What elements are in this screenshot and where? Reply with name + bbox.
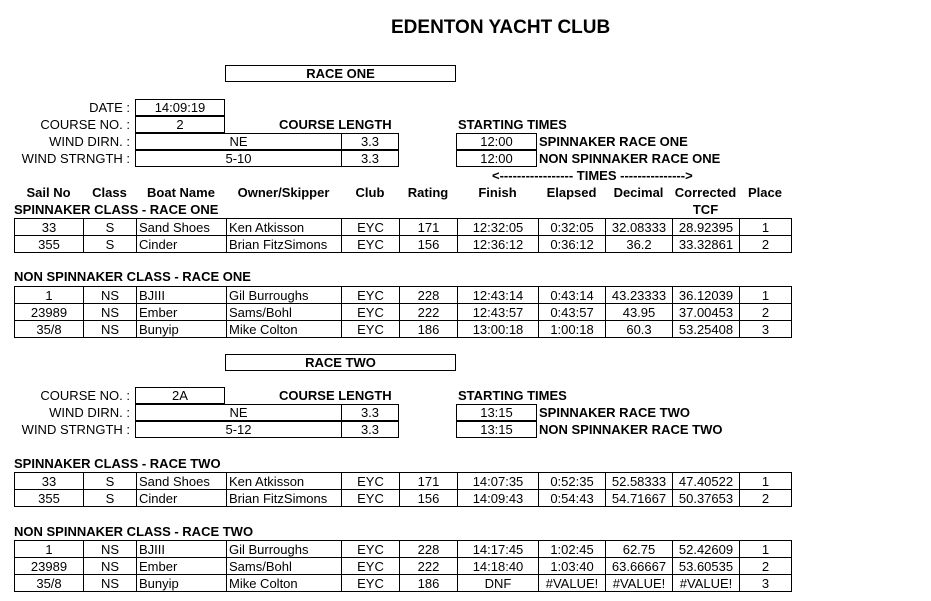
cell-boat-name: Bunyip bbox=[137, 321, 227, 338]
cell-rating: 171 bbox=[400, 473, 458, 490]
col-rating: Rating bbox=[407, 185, 449, 200]
race-one-nonspin-section: NON SPINNAKER CLASS - RACE ONE bbox=[14, 269, 251, 284]
date-label: DATE : bbox=[89, 100, 130, 115]
cell-club: EYC bbox=[342, 473, 400, 490]
col-owner: Owner/Skipper bbox=[237, 185, 330, 200]
r2-start-spin-label: SPINNAKER RACE TWO bbox=[539, 405, 690, 420]
cell-corrected: 52.42609 bbox=[673, 541, 740, 558]
cell-class: NS bbox=[84, 575, 137, 592]
cell-decimal: 63.66667 bbox=[606, 558, 673, 575]
col-club: Club bbox=[355, 185, 385, 200]
table-row bbox=[15, 541, 792, 558]
cell-boat-name: Ember bbox=[137, 304, 227, 321]
cell-decimal: 62.75 bbox=[606, 541, 673, 558]
cell-elapsed: 0:54:43 bbox=[539, 490, 606, 507]
col-place: Place bbox=[748, 185, 782, 200]
cell-club: EYC bbox=[342, 304, 400, 321]
table-row bbox=[15, 287, 792, 304]
cell-decimal: #VALUE! bbox=[606, 575, 673, 592]
cell-corrected: 33.32861 bbox=[673, 236, 740, 253]
wind-dirn-value: NE bbox=[135, 133, 342, 150]
cell-decimal: 43.23333 bbox=[606, 287, 673, 304]
table-row bbox=[15, 575, 792, 592]
cell-finish: 12:43:57 bbox=[458, 304, 539, 321]
cell-owner: Brian FitzSimons bbox=[227, 490, 342, 507]
race-two-nonspin-section: NON SPINNAKER CLASS - RACE TWO bbox=[14, 524, 254, 539]
cell-owner: Ken Atkisson bbox=[227, 473, 342, 490]
cell-finish: 14:07:35 bbox=[458, 473, 539, 490]
wind-dirn-length: 3.3 bbox=[341, 133, 399, 150]
cell-decimal: 60.3 bbox=[606, 321, 673, 338]
cell-boat-name: BJIII bbox=[137, 541, 227, 558]
cell-place: 1 bbox=[740, 541, 792, 558]
col-elapsed: Elapsed bbox=[546, 185, 597, 200]
wind-strength-value: 5-10 bbox=[135, 150, 342, 167]
cell-boat-name: Sand Shoes bbox=[137, 219, 227, 236]
cell-sail-no: 1 bbox=[15, 541, 84, 558]
cell-corrected: 50.37653 bbox=[673, 490, 740, 507]
cell-elapsed: 0:36:12 bbox=[539, 236, 606, 253]
col-decimal: Decimal bbox=[613, 185, 664, 200]
race-one-nonspin-table bbox=[14, 286, 792, 338]
r2-course-no-label: COURSE NO. : bbox=[40, 388, 130, 403]
cell-decimal: 52.58333 bbox=[606, 473, 673, 490]
cell-club: EYC bbox=[342, 287, 400, 304]
cell-club: EYC bbox=[342, 558, 400, 575]
cell-boat-name: Cinder bbox=[137, 490, 227, 507]
cell-corrected: 53.60535 bbox=[673, 558, 740, 575]
cell-elapsed: #VALUE! bbox=[539, 575, 606, 592]
cell-club: EYC bbox=[342, 236, 400, 253]
cell-sail-no: 355 bbox=[15, 236, 84, 253]
col-class: Class bbox=[92, 185, 127, 200]
r2-wind-dirn-value: NE bbox=[135, 404, 342, 421]
cell-place: 3 bbox=[740, 575, 792, 592]
cell-place: 2 bbox=[740, 236, 792, 253]
r2-start-nonspin-label: NON SPINNAKER RACE TWO bbox=[539, 422, 723, 437]
cell-class: NS bbox=[84, 287, 137, 304]
start-spin-label: SPINNAKER RACE ONE bbox=[539, 134, 688, 149]
cell-corrected: 36.12039 bbox=[673, 287, 740, 304]
cell-finish: 12:32:05 bbox=[458, 219, 539, 236]
club-title: EDENTON YACHT CLUB bbox=[391, 17, 611, 38]
cell-rating: 156 bbox=[400, 236, 458, 253]
cell-rating: 222 bbox=[400, 558, 458, 575]
cell-rating: 171 bbox=[400, 219, 458, 236]
col-boat-name: Boat Name bbox=[147, 185, 215, 200]
cell-elapsed: 1:00:18 bbox=[539, 321, 606, 338]
cell-sail-no: 23989 bbox=[15, 304, 84, 321]
cell-corrected: 47.40522 bbox=[673, 473, 740, 490]
cell-finish: DNF bbox=[458, 575, 539, 592]
cell-class: NS bbox=[84, 558, 137, 575]
r2-start-spin-time: 13:15 bbox=[456, 404, 537, 421]
cell-owner: Mike Colton bbox=[227, 321, 342, 338]
cell-elapsed: 1:02:45 bbox=[539, 541, 606, 558]
cell-rating: 186 bbox=[400, 321, 458, 338]
cell-owner: Sams/Bohl bbox=[227, 304, 342, 321]
cell-sail-no: 33 bbox=[15, 219, 84, 236]
cell-club: EYC bbox=[342, 219, 400, 236]
r2-wind-dirn-length: 3.3 bbox=[341, 404, 399, 421]
cell-class: S bbox=[84, 490, 137, 507]
tcf-label: TCF bbox=[692, 202, 719, 217]
cell-owner: Mike Colton bbox=[227, 575, 342, 592]
wind-dirn-label: WIND DIRN. : bbox=[49, 134, 130, 149]
starting-times-label: STARTING TIMES bbox=[458, 117, 567, 132]
cell-class: S bbox=[84, 236, 137, 253]
cell-elapsed: 0:32:05 bbox=[539, 219, 606, 236]
cell-boat-name: Cinder bbox=[137, 236, 227, 253]
times-banner: <----------------- TIMES ---------------> bbox=[492, 168, 693, 183]
cell-corrected: 28.92395 bbox=[673, 219, 740, 236]
table-row bbox=[15, 304, 792, 321]
course-no-value: 2 bbox=[135, 116, 225, 133]
cell-boat-name: Ember bbox=[137, 558, 227, 575]
cell-corrected: 53.25408 bbox=[673, 321, 740, 338]
cell-boat-name: Sand Shoes bbox=[137, 473, 227, 490]
cell-owner: Gil Burroughs bbox=[227, 287, 342, 304]
col-corrected: Corrected bbox=[674, 185, 737, 200]
r2-starting-times-label: STARTING TIMES bbox=[458, 388, 567, 403]
cell-rating: 186 bbox=[400, 575, 458, 592]
cell-decimal: 36.2 bbox=[606, 236, 673, 253]
cell-finish: 14:09:43 bbox=[458, 490, 539, 507]
race-two-nonspin-table bbox=[14, 540, 792, 592]
table-row bbox=[15, 473, 792, 490]
r2-wind-strength-value: 5-12 bbox=[135, 421, 342, 438]
cell-owner: Gil Burroughs bbox=[227, 541, 342, 558]
cell-class: NS bbox=[84, 304, 137, 321]
cell-club: EYC bbox=[342, 541, 400, 558]
race-one-spin-table bbox=[14, 218, 792, 253]
col-sail-no: Sail No bbox=[26, 185, 71, 200]
cell-elapsed: 1:03:40 bbox=[539, 558, 606, 575]
cell-decimal: 32.08333 bbox=[606, 219, 673, 236]
r2-course-no-value: 2A bbox=[135, 387, 225, 404]
cell-club: EYC bbox=[342, 490, 400, 507]
cell-club: EYC bbox=[342, 575, 400, 592]
table-row bbox=[15, 490, 792, 507]
table-row bbox=[15, 558, 792, 575]
table-row bbox=[15, 321, 792, 338]
cell-corrected: 37.00453 bbox=[673, 304, 740, 321]
cell-finish: 12:36:12 bbox=[458, 236, 539, 253]
cell-class: S bbox=[84, 473, 137, 490]
cell-elapsed: 0:43:57 bbox=[539, 304, 606, 321]
cell-sail-no: 33 bbox=[15, 473, 84, 490]
cell-elapsed: 0:43:14 bbox=[539, 287, 606, 304]
cell-place: 2 bbox=[740, 490, 792, 507]
cell-rating: 156 bbox=[400, 490, 458, 507]
course-no-label: COURSE NO. : bbox=[40, 117, 130, 132]
race-one-spin-section: SPINNAKER CLASS - RACE ONE bbox=[14, 202, 219, 217]
cell-finish: 13:00:18 bbox=[458, 321, 539, 338]
cell-decimal: 43.95 bbox=[606, 304, 673, 321]
cell-finish: 12:43:14 bbox=[458, 287, 539, 304]
cell-class: NS bbox=[84, 541, 137, 558]
cell-place: 1 bbox=[740, 287, 792, 304]
r2-course-length-label: COURSE LENGTH bbox=[279, 388, 392, 403]
race-one-banner: RACE ONE bbox=[225, 65, 456, 82]
cell-club: EYC bbox=[342, 321, 400, 338]
start-nonspin-label: NON SPINNAKER RACE ONE bbox=[539, 151, 721, 166]
cell-owner: Sams/Bohl bbox=[227, 558, 342, 575]
cell-finish: 14:17:45 bbox=[458, 541, 539, 558]
date-value: 14:09:19 bbox=[135, 99, 225, 116]
cell-decimal: 54.71667 bbox=[606, 490, 673, 507]
cell-sail-no: 23989 bbox=[15, 558, 84, 575]
race-two-banner: RACE TWO bbox=[225, 354, 456, 371]
cell-boat-name: BJIII bbox=[137, 287, 227, 304]
cell-place: 2 bbox=[740, 304, 792, 321]
cell-owner: Brian FitzSimons bbox=[227, 236, 342, 253]
cell-rating: 228 bbox=[400, 287, 458, 304]
course-length-label: COURSE LENGTH bbox=[279, 117, 392, 132]
wind-strength-length: 3.3 bbox=[341, 150, 399, 167]
r2-wind-strength-length: 3.3 bbox=[341, 421, 399, 438]
cell-place: 1 bbox=[740, 473, 792, 490]
cell-place: 3 bbox=[740, 321, 792, 338]
cell-finish: 14:18:40 bbox=[458, 558, 539, 575]
race-two-spin-section: SPINNAKER CLASS - RACE TWO bbox=[14, 456, 221, 471]
cell-place: 2 bbox=[740, 558, 792, 575]
cell-corrected: #VALUE! bbox=[673, 575, 740, 592]
cell-class: NS bbox=[84, 321, 137, 338]
cell-sail-no: 35/8 bbox=[15, 575, 84, 592]
col-finish: Finish bbox=[478, 185, 517, 200]
cell-class: S bbox=[84, 219, 137, 236]
r2-wind-dirn-label: WIND DIRN. : bbox=[49, 405, 130, 420]
table-row bbox=[15, 219, 792, 236]
race-two-spin-table bbox=[14, 472, 792, 507]
cell-sail-no: 35/8 bbox=[15, 321, 84, 338]
start-spin-time: 12:00 bbox=[456, 133, 537, 150]
r2-start-nonspin-time: 13:15 bbox=[456, 421, 537, 438]
cell-elapsed: 0:52:35 bbox=[539, 473, 606, 490]
cell-place: 1 bbox=[740, 219, 792, 236]
table-row bbox=[15, 236, 792, 253]
cell-rating: 228 bbox=[400, 541, 458, 558]
cell-sail-no: 1 bbox=[15, 287, 84, 304]
start-nonspin-time: 12:00 bbox=[456, 150, 537, 167]
wind-strength-label: WIND STRNGTH : bbox=[21, 151, 130, 166]
cell-sail-no: 355 bbox=[15, 490, 84, 507]
cell-rating: 222 bbox=[400, 304, 458, 321]
r2-wind-strength-label: WIND STRNGTH : bbox=[21, 422, 130, 437]
cell-boat-name: Bunyip bbox=[137, 575, 227, 592]
cell-owner: Ken Atkisson bbox=[227, 219, 342, 236]
